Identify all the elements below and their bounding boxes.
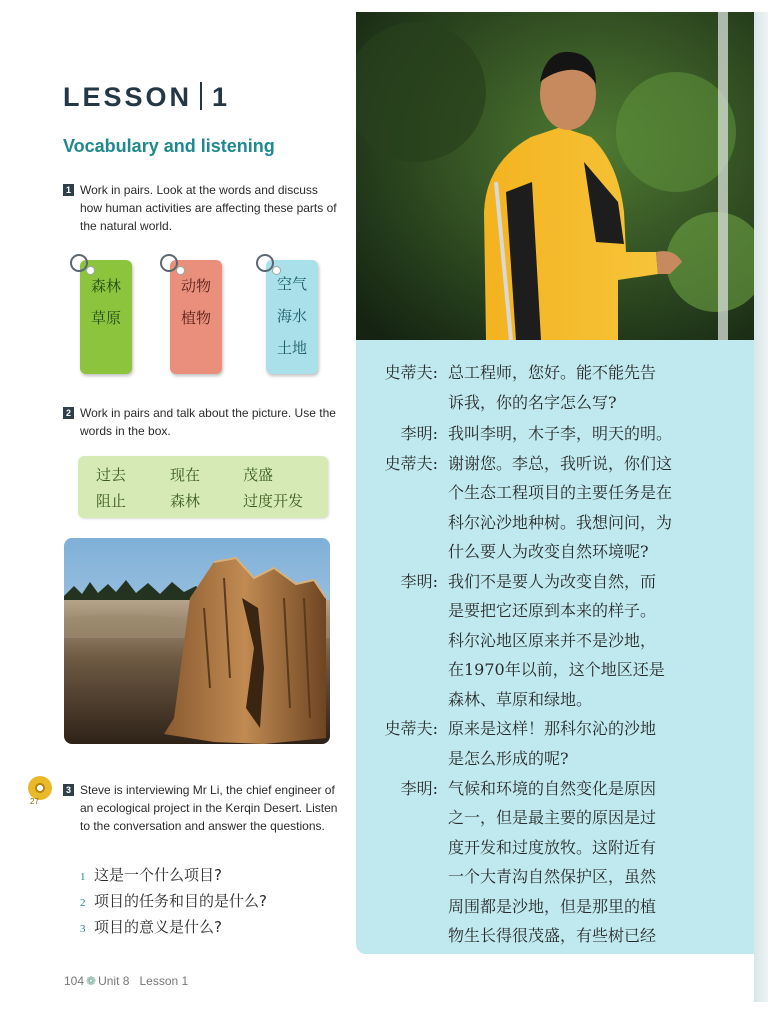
lesson-number: 1 — [212, 82, 231, 112]
dialogue-line: 一个大青沟自然保护区，虽然 — [448, 867, 657, 886]
dialogue-line: 个生态工程项目的主要任务是在 — [448, 483, 673, 502]
vocab-word: 森林 — [90, 277, 121, 295]
tag-hole — [176, 266, 185, 275]
box-word: 阻止 — [96, 492, 127, 510]
vocab-word: 土地 — [276, 339, 307, 357]
speaker-label-steve: 史蒂夫: — [384, 363, 438, 382]
speaker-label-li: 李明: — [400, 779, 438, 798]
engineer-in-forest-illustration — [356, 12, 754, 340]
task-instruction: Work in pairs. Look at the words and discuss how human activities are affecting these parts of the natural world. — [80, 183, 337, 233]
page-edge — [754, 12, 768, 1002]
vocab-word: 植物 — [180, 309, 211, 327]
vocab-tag-red — [170, 260, 222, 374]
dialogue-line: 是要把它还原到本来的样子。 — [448, 601, 657, 620]
task-1 — [65, 181, 338, 235]
footer-unit: Unit 8 — [98, 974, 130, 988]
dialogue-line: 科尔沁沙地种树。我想问问，为 — [448, 513, 673, 532]
dialogue-line: 我们不是要人为改变自然，而 — [448, 572, 657, 591]
lesson-title — [63, 82, 230, 113]
lesson-word: LESSON — [63, 82, 193, 112]
title-divider — [200, 82, 202, 110]
vocab-word: 海水 — [276, 307, 307, 325]
question-item: 1 这是一个什么项目? — [80, 866, 222, 884]
dialogue-line: 我叫李明，木子李，明天的明。 — [448, 424, 673, 443]
speaker-label-li: 李明: — [400, 424, 438, 443]
audio-track-number: 27 — [30, 797, 39, 806]
dialogue-line: 什么要人为改变自然环境呢? — [448, 542, 649, 561]
dialogue-line: 总工程师，您好。能不能先告 — [448, 363, 657, 382]
page-number: 104 — [64, 974, 85, 988]
dialogue-line: 在1970年以前，这个地区还是 — [448, 660, 665, 679]
task-instruction: Work in pairs and talk about the picture. Use the words in the box. — [80, 406, 336, 438]
dialogue-line: 谢谢您。李总，我听说，你们这 — [448, 454, 673, 473]
task-3 — [65, 781, 338, 835]
question-item: 2 项目的任务和目的是什么? — [80, 892, 267, 910]
dialogue-line: 原来是这样！那科尔沁的沙地 — [448, 719, 657, 738]
speaker-label-steve: 史蒂夫: — [384, 719, 438, 738]
section-heading: Vocabulary and listening — [63, 136, 275, 156]
tree-stump-illustration — [64, 538, 330, 744]
footer-lesson: Lesson 1 — [139, 974, 189, 988]
tree-stump-photo — [64, 538, 330, 744]
task-number: 3 — [63, 784, 74, 796]
box-word: 过去 — [96, 466, 127, 484]
word-box — [78, 456, 328, 518]
task-number: 2 — [63, 407, 74, 419]
dialogue-line: 气候和环境的自然变化是原因 — [448, 779, 657, 798]
task-number: 1 — [63, 184, 74, 196]
dialogue-line: 物生长得很茂盛，有些树已经 — [448, 926, 657, 945]
question-item: 3 项目的意义是什么? — [80, 918, 222, 936]
box-word: 过度开发 — [243, 492, 304, 510]
speaker-label-li: 李明: — [400, 572, 438, 591]
page-footer — [64, 974, 188, 988]
vocab-tag-blue — [266, 260, 318, 374]
speaker-label-steve: 史蒂夫: — [384, 454, 438, 473]
vocab-tag-green — [80, 260, 132, 374]
box-word: 现在 — [170, 466, 201, 484]
dialogue-line: 森林、草原和绿地。 — [448, 690, 593, 709]
tag-hole — [86, 266, 95, 275]
dialogue-line: 诉我，你的名字怎么写? — [448, 393, 617, 412]
vocab-word: 空气 — [276, 275, 307, 293]
interview-photo — [356, 12, 754, 340]
box-word: 森林 — [170, 492, 201, 510]
tag-hole — [272, 266, 281, 275]
dialogue-line: 是怎么形成的呢? — [448, 749, 569, 768]
vocab-word: 动物 — [180, 277, 211, 295]
task-instruction: Steve is interviewing Mr Li, the chief engineer of an ecological project in the Kerqin Desert. Listen to the conversation and answer the questions. — [80, 783, 338, 833]
task-2 — [65, 404, 338, 440]
dialogue-line: 度开发和过度放牧。这附近有 — [448, 838, 657, 857]
dialogue-line: 科尔沁地区原来并不是沙地， — [448, 631, 657, 650]
box-word: 茂盛 — [243, 466, 274, 484]
footer-ornament-icon: ❁ — [86, 974, 97, 988]
dialogue-line: 周围都是沙地，但是那里的植 — [448, 897, 657, 916]
dialogue-line: 之一，但是最主要的原因是过 — [448, 808, 657, 827]
vocab-word: 草原 — [90, 309, 121, 327]
